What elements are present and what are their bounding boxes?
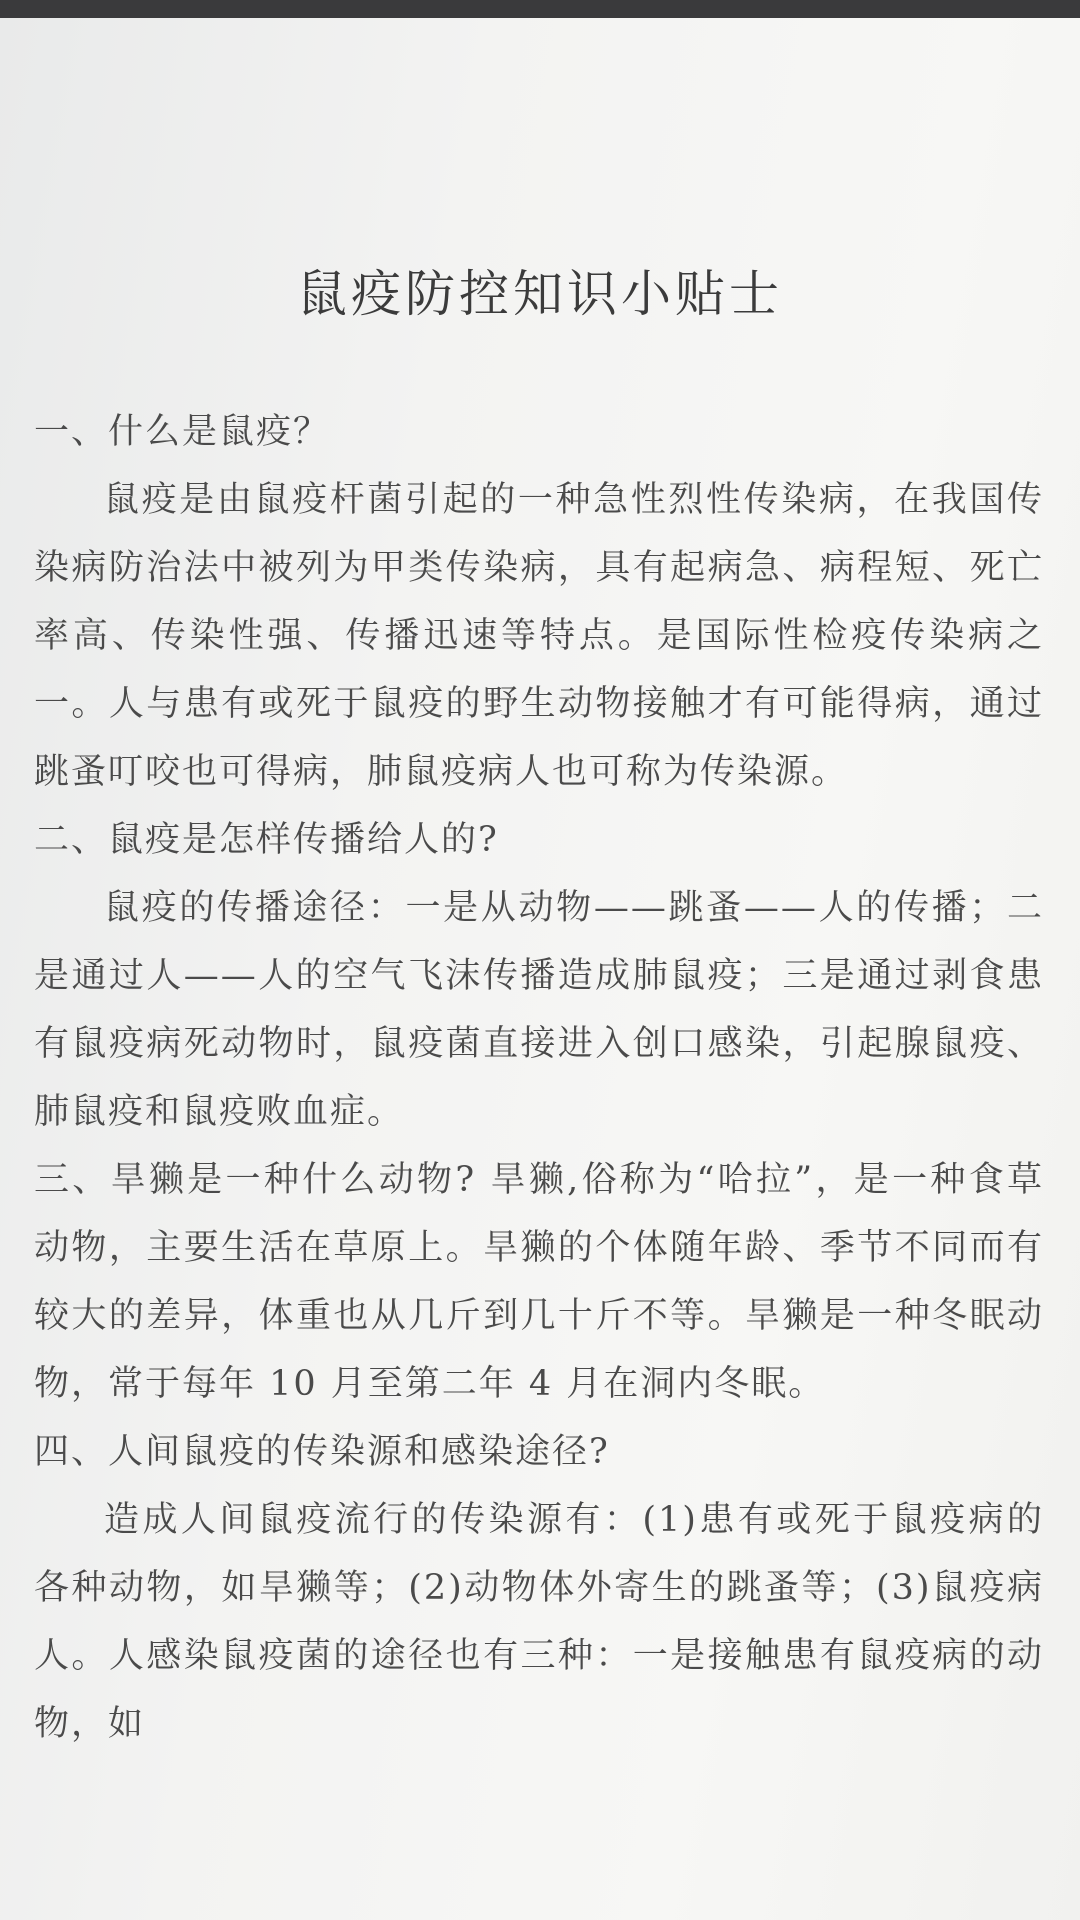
document-body (34, 398, 1044, 1758)
section-heading-3: 三、旱獭是一种什么动物? 旱獭,俗称为“哈拉”，是一种食草动物，主要生活在草原上。旱獭的个体随年龄、季节不同而有较大的差异，体重也从几斤到几十斤不等。旱獭是一种冬眠动物，常于每年 10 月至第二年 4 月在洞内冬眠。 (34, 1160, 1044, 1404)
section-paragraph-1: 鼠疫是由鼠疫杆菌引起的一种急性烈性传染病，在我国传染病防治法中被列为甲类传染病，具有起病急、病程短、死亡率高、传染性强、传播迅速等特点。是国际性检疫传染病之一。人与患有或死于鼠疫的野生动物接触才有可能得病，通过跳蚤叮咬也可得病，肺鼠疫病人也可称为传染源。 (34, 480, 1044, 792)
section-heading-2: 二、鼠疫是怎样传播给人的? (34, 820, 499, 860)
section-paragraph-4: 造成人间鼠疫流行的传染源有：(1)患有或死于鼠疫病的各种动物，如旱獭等；(2)动物体外寄生的跳蚤等；(3)鼠疫病人。人感染鼠疫菌的途径也有三种：一是接触患有鼠疫病的动物，如 (34, 1500, 1044, 1744)
section-heading-4: 四、人间鼠疫的传染源和感染途径? (34, 1432, 610, 1472)
document-page (0, 18, 1080, 1920)
section-heading-1: 一、什么是鼠疫？ (34, 412, 331, 452)
document-title: 鼠疫防控知识小贴士 (297, 265, 783, 323)
section-paragraph-2: 鼠疫的传播途径：一是从动物——跳蚤——人的传播；二是通过人——人的空气飞沫传播造成肺鼠疫；三是通过剥食患有鼠疫病死动物时，鼠疫菌直接进入创口感染，引起腺鼠疫、肺鼠疫和鼠疫败血症。 (34, 888, 1044, 1132)
